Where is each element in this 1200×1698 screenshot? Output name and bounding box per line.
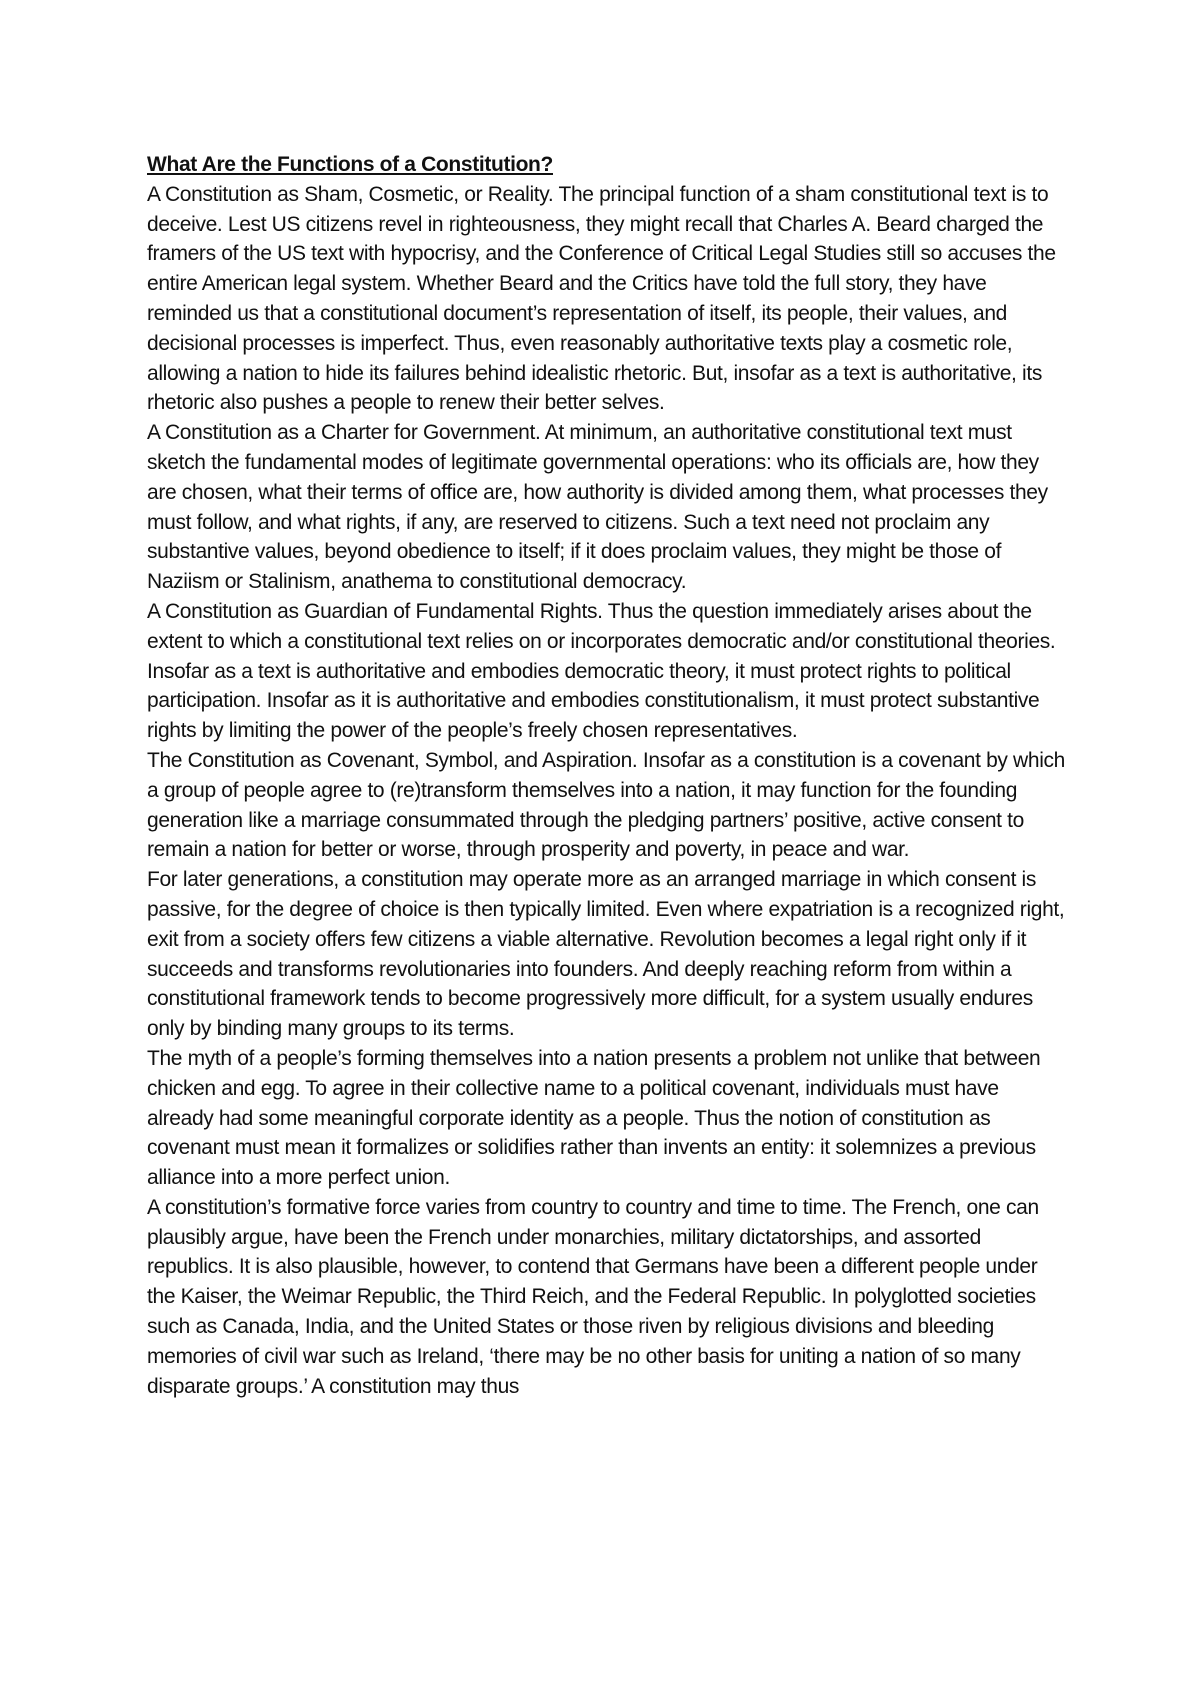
- paragraph-formative-force: A constitution’s formative force varies from country to country and time to time. The French, one can plausibly argue, have been the French under monarchies, military dictatorships, and assorted republics. It is also plausible, however, to contend that Germans have been a different people under the Kaiser, the Weimar Republic, the Third Reich, and the Federal Republic. In polyglotted societies such as Canada, India, and the United States or those riven by religious divisions and bleeding memories of civil war such as Ireland, ‘there may be no other basis for uniting a nation of so many disparate groups.’ A constitution may thus: [147, 1195, 1039, 1398]
- paragraph-later-generations: For later generations, a constitution may operate more as an arranged marriage in which consent is passive, for the degree of choice is then typically limited. Even where expatriation is a recognized right, exit from a society offers few citizens a viable alternative. Revolution becomes a legal right only if it succeeds and transforms revolutionaries into founders. And deeply reaching reform from within a constitutional framework tends to become progressively more difficult, for a system usually endures only by binding many groups to its terms.: [147, 868, 1065, 1041]
- paragraph-covenant-symbol-aspiration: The Constitution as Covenant, Symbol, and Aspiration. Insofar as a constitution is a covenant by which a group of people agree to (re)transform themselves into a nation, it may function for the founding generation like a marriage consummated through the pledging partners’ positive, active consent to remain a nation for better or worse, through prosperity and poverty, in peace and war.: [147, 748, 1065, 862]
- paragraph-guardian-of-rights: A Constitution as Guardian of Fundamental Rights. Thus the question immediately arises about the extent to which a constitutional text relies on or incorporates democratic and/or constitutional theories. Insofar as a text is authoritative and embodies democratic theory, it must protect rights to political participation. Insofar as it is authoritative and embodies constitutionalism, it must protect substantive rights by limiting the power of the people’s freely chosen representatives.: [147, 599, 1056, 743]
- document-body: [147, 150, 1067, 1401]
- paragraph-myth-of-forming: The myth of a people’s forming themselves into a nation presents a problem not unlike that between chicken and egg. To agree in their collective name to a political covenant, individuals must have already had some meaningful corporate identity as a people. Thus the notion of constitution as covenant must mean it formalizes or solidifies rather than invents an entity: it solemnizes a previous alliance into a more perfect union.: [147, 1046, 1041, 1190]
- paragraph-sham-cosmetic-reality: A Constitution as Sham, Cosmetic, or Reality. The principal function of a sham constitutional text is to deceive. Lest US citizens revel in righteousness, they might recall that Charles A. Beard charged the framers of the US text with hypocrisy, and the Conference of Critical Legal Studies still so accuses the entire American legal system. Whether Beard and the Critics have told the full story, they have reminded us that a constitutional document’s representation of itself, its people, their values, and decisional processes is imperfect. Thus, even reasonably authoritative texts play a cosmetic role, allowing a nation to hide its failures behind idealistic rhetoric. But, insofar as a text is authoritative, its rhetoric also pushes a people to renew their better selves.: [147, 182, 1056, 415]
- document-title: What Are the Functions of a Constitution?: [147, 153, 553, 176]
- paragraph-charter-for-government: A Constitution as a Charter for Government. At minimum, an authoritative constitutional text must sketch the fundamental modes of legitimate governmental operations: who its officials are, how they are chosen, what their terms of office are, how authority is divided among them, what processes they must follow, and what rights, if any, are reserved to citizens. Such a text need not proclaim any substantive values, beyond obedience to itself; if it does proclaim values, they might be those of Naziism or Stalinism, anathema to constitutional democracy.: [147, 421, 1048, 594]
